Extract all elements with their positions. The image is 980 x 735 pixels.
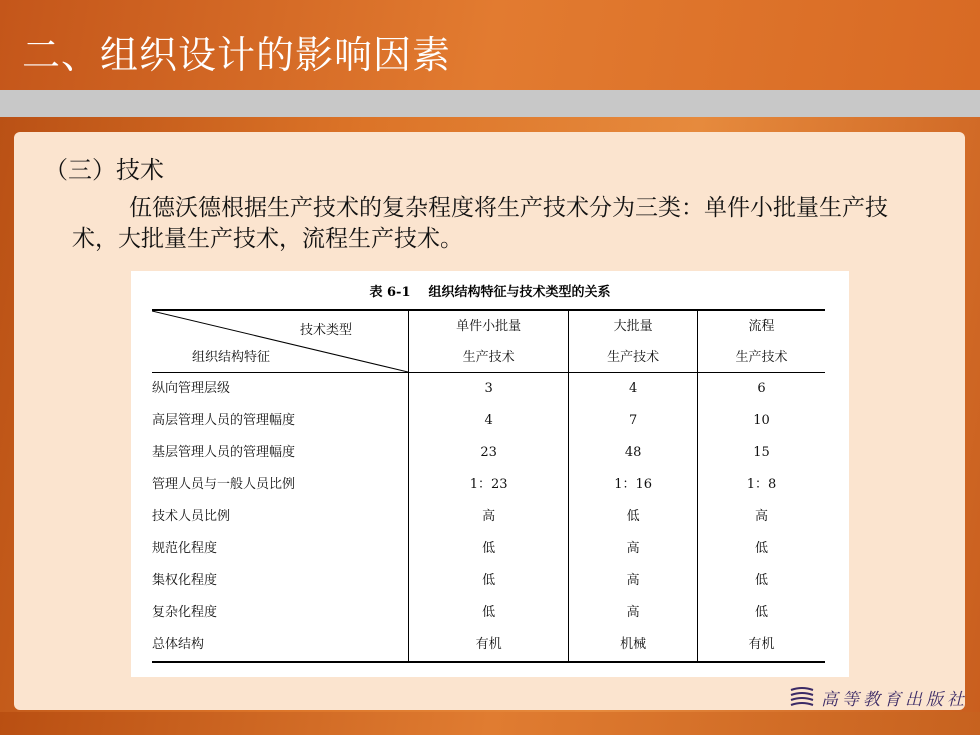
table-cell: 机械 [569, 629, 698, 662]
publisher-name: 高等教育出版社 [821, 689, 968, 710]
row-label: 集权化程度 [152, 565, 409, 597]
table-cell: 低 [754, 541, 768, 556]
table-cell: 4 [409, 405, 569, 437]
column-header-bottom: 生产技术 [569, 342, 698, 372]
table-cell: 7 [569, 405, 698, 437]
body-paragraph: 伍德沃德根据生产技术的复杂程度将生产技术分为三类：单件小批量生产技术，大批量生产技术，流程生产技术。 [72, 195, 888, 252]
table-cell: 1：16 [569, 469, 698, 501]
table-image [131, 271, 849, 677]
table-row [152, 597, 825, 629]
table-cell: 高 [409, 501, 569, 533]
table-cell: 高 [569, 565, 698, 597]
table-row [152, 565, 825, 597]
table-cell: 低 [409, 533, 569, 565]
table-cell: 48 [569, 437, 698, 469]
table-row [152, 533, 825, 565]
table-cell: 有机 [748, 637, 775, 652]
publisher-mark [789, 683, 968, 711]
column-header-bottom: 生产技术 [735, 349, 788, 365]
bottom-strip [0, 712, 980, 735]
section-heading: （三）技术 [44, 156, 164, 184]
table-cell: 高 [569, 597, 698, 629]
table-cell: 低 [754, 573, 768, 588]
table-row [152, 629, 825, 662]
table-row [152, 373, 825, 406]
table-corner-header [152, 310, 409, 373]
diagonal-line [152, 311, 408, 372]
table-cell: 1：8 [746, 477, 777, 492]
divider-band [0, 90, 980, 117]
table-cell: 高 [569, 533, 698, 565]
column-header-top: 大批量 [569, 310, 698, 342]
table-cell: 低 [754, 605, 768, 620]
table-cell: 低 [569, 501, 698, 533]
table-row [152, 437, 825, 469]
table-row [152, 405, 825, 437]
column-header-top: 单件小批量 [409, 310, 569, 342]
corner-header-bottom: 组织结构特征 [192, 350, 271, 365]
row-label: 管理人员与一般人员比例 [152, 469, 409, 501]
title-bar [0, 0, 980, 90]
row-label: 纵向管理层级 [152, 373, 409, 406]
table-cell: 3 [409, 373, 569, 406]
row-label: 复杂化程度 [152, 597, 409, 629]
table-cell: 低 [409, 597, 569, 629]
table-cell: 高 [754, 509, 768, 524]
table-row [152, 501, 825, 533]
data-table [152, 309, 825, 663]
column-header-top: 流程 [748, 318, 775, 334]
table-cell: 1：23 [409, 469, 569, 501]
table-caption-number: 表 6-1 [369, 285, 411, 300]
table-cell: 15 [753, 445, 770, 460]
table-cell: 有机 [409, 629, 569, 662]
row-label: 技术人员比例 [152, 501, 409, 533]
corner-header-top: 技术类型 [299, 323, 352, 338]
table-caption [131, 281, 849, 300]
table-cell: 23 [409, 437, 569, 469]
publisher-logo-icon [789, 686, 815, 708]
table-cell: 4 [569, 373, 698, 406]
slide-title: 二、组织设计的影响因素 [22, 33, 452, 77]
table-row [152, 469, 825, 501]
row-label: 规范化程度 [152, 533, 409, 565]
row-label: 总体结构 [152, 629, 409, 662]
table-cell: 10 [753, 413, 770, 428]
column-header-bottom: 生产技术 [409, 342, 569, 372]
table-caption-title: 组织结构特征与技术类型的关系 [428, 285, 611, 300]
row-label: 高层管理人员的管理幅度 [152, 405, 409, 437]
row-label: 基层管理人员的管理幅度 [152, 437, 409, 469]
table-cell: 6 [757, 381, 766, 396]
table-cell: 低 [409, 565, 569, 597]
